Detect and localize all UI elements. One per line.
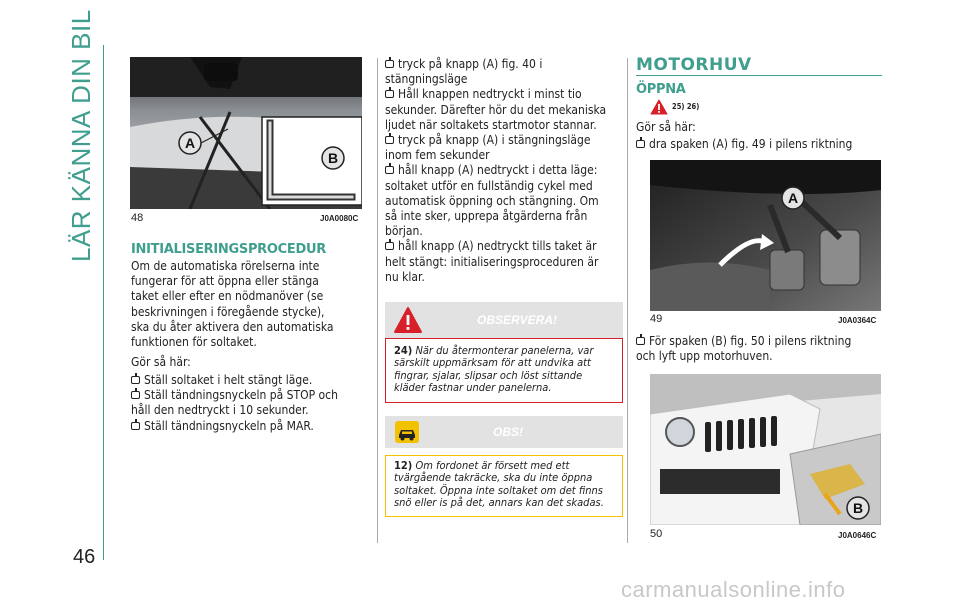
chapter-side-title: LÄR KÄNNA DIN BIL bbox=[66, 9, 96, 262]
bullet-icon bbox=[131, 376, 140, 384]
warning-references: 25) 26) bbox=[672, 102, 700, 111]
figure-number: 49 bbox=[650, 313, 663, 325]
section-heading: INITIALISERINGSPROCEDUR bbox=[131, 242, 326, 257]
note-box: 12) Om fordonet är försett med ett tvärgående takräcke, ska du inte öppna soltaket. Öppna inte soltaket om det finns snö eller is på det, annars kan det skadas. bbox=[385, 455, 623, 517]
bullet-icon bbox=[385, 90, 394, 98]
list-item: Ställ tändningsnyckeln på MAR. bbox=[131, 419, 371, 434]
list-item: dra spaken (A) fig. 49 i pilens riktning bbox=[636, 137, 886, 152]
bullet-list: tryck på knapp (A) fig. 40 i stängningsläge Håll knappen nedtryckt i minst tio sekunder. Därefter hör du det mekaniska ljudet när soltakets startmotor stannar. tryck på knapp (A) i stängningsläge inom fem sekunder håll knapp (A) nedtryckt i detta läge: soltaket utför en fullständig cykel med automatisk öppning och stängning. Om så inte sker, upprepa åtgärderna från början. håll knapp (A) nedtryckt tills taket är helt stängt: initialiseringsproceduren är nu klar. bbox=[385, 57, 625, 285]
bullet-paragraph: För spaken (B) fig. 50 i pilens riktning och lyft upp motorhuven. bbox=[636, 334, 852, 364]
instruction-lead: Gör så här: bbox=[636, 120, 696, 134]
list-item: håll knapp (A) nedtryckt i detta läge: bbox=[385, 163, 625, 178]
warning-box: 24) När du återmonterar panelerna, var särskilt uppmärksam för att undvika att fingrar, sjalar, slipsar och löst sittande kläder fastnar under panelerna. bbox=[385, 338, 623, 403]
bullet-list: Ställ soltaket i helt stängt läge. Ställ tändningsnyckeln på STOP och håll den nedtryckt i 10 sekunder. Ställ tändningsnyckeln på MAR. bbox=[131, 373, 371, 434]
callout-b-label: B bbox=[327, 150, 339, 166]
side-rule bbox=[103, 45, 104, 560]
bullet-icon bbox=[385, 242, 394, 250]
list-item: Håll knappen nedtryckt i minst tio bbox=[385, 87, 625, 102]
figure-number: 48 bbox=[131, 212, 144, 224]
intro-paragraph: Om de automatiska rörelserna inte fungerar för att öppna eller stänga taket eller efter en nödmanöver (se beskrivningen i föregående stycke), ska du åter aktivera den automatiska funktionen för soltaket. bbox=[131, 259, 334, 350]
column-divider bbox=[627, 58, 628, 543]
column-divider bbox=[377, 58, 378, 543]
figure-number: 50 bbox=[650, 528, 663, 540]
bullet-icon bbox=[131, 391, 140, 399]
subsection-heading: ÖPPNA bbox=[636, 82, 686, 97]
warning-triangle-icon bbox=[650, 99, 668, 115]
figure-code: J0A0080C bbox=[320, 214, 359, 223]
figure-49-image bbox=[650, 160, 881, 311]
figure-code: J0A0646C bbox=[838, 531, 877, 540]
watermark-text: carmanualsonline.info bbox=[621, 577, 846, 602]
figure-code: J0A0364C bbox=[838, 316, 877, 325]
heading-rule bbox=[636, 75, 882, 76]
bullet-icon bbox=[636, 140, 645, 148]
bullet-icon bbox=[636, 337, 645, 345]
bullet-icon bbox=[385, 136, 394, 144]
warning-title: OBSERVERA! bbox=[477, 313, 558, 327]
bullet-icon bbox=[131, 422, 140, 430]
list-item: håll knapp (A) nedtryckt tills taket är bbox=[385, 239, 625, 254]
callout-a-label: A bbox=[787, 190, 799, 206]
tool-inset bbox=[262, 117, 362, 205]
list-item: tryck på knapp (A) i stängningsläge bbox=[385, 133, 625, 148]
list-item: Ställ soltaket i helt stängt läge. bbox=[131, 373, 371, 388]
instruction-lead: Gör så här: bbox=[131, 355, 191, 369]
note-title: OBS! bbox=[493, 425, 523, 439]
figure-48-image bbox=[130, 57, 362, 209]
list-item: tryck på knapp (A) fig. 40 i bbox=[385, 57, 625, 72]
list-item: Ställ tändningsnyckeln på STOP och bbox=[131, 388, 371, 403]
callout-b-label: B bbox=[852, 500, 864, 516]
bullet-icon bbox=[385, 166, 394, 174]
callout-a-label: A bbox=[184, 135, 196, 151]
car-note-icon bbox=[394, 420, 420, 444]
bullet-icon bbox=[385, 60, 394, 68]
warning-triangle-icon bbox=[393, 306, 423, 334]
section-heading: MOTORHUV bbox=[636, 55, 752, 75]
figure-50-image bbox=[650, 374, 881, 525]
page-number: 46 bbox=[73, 546, 96, 568]
